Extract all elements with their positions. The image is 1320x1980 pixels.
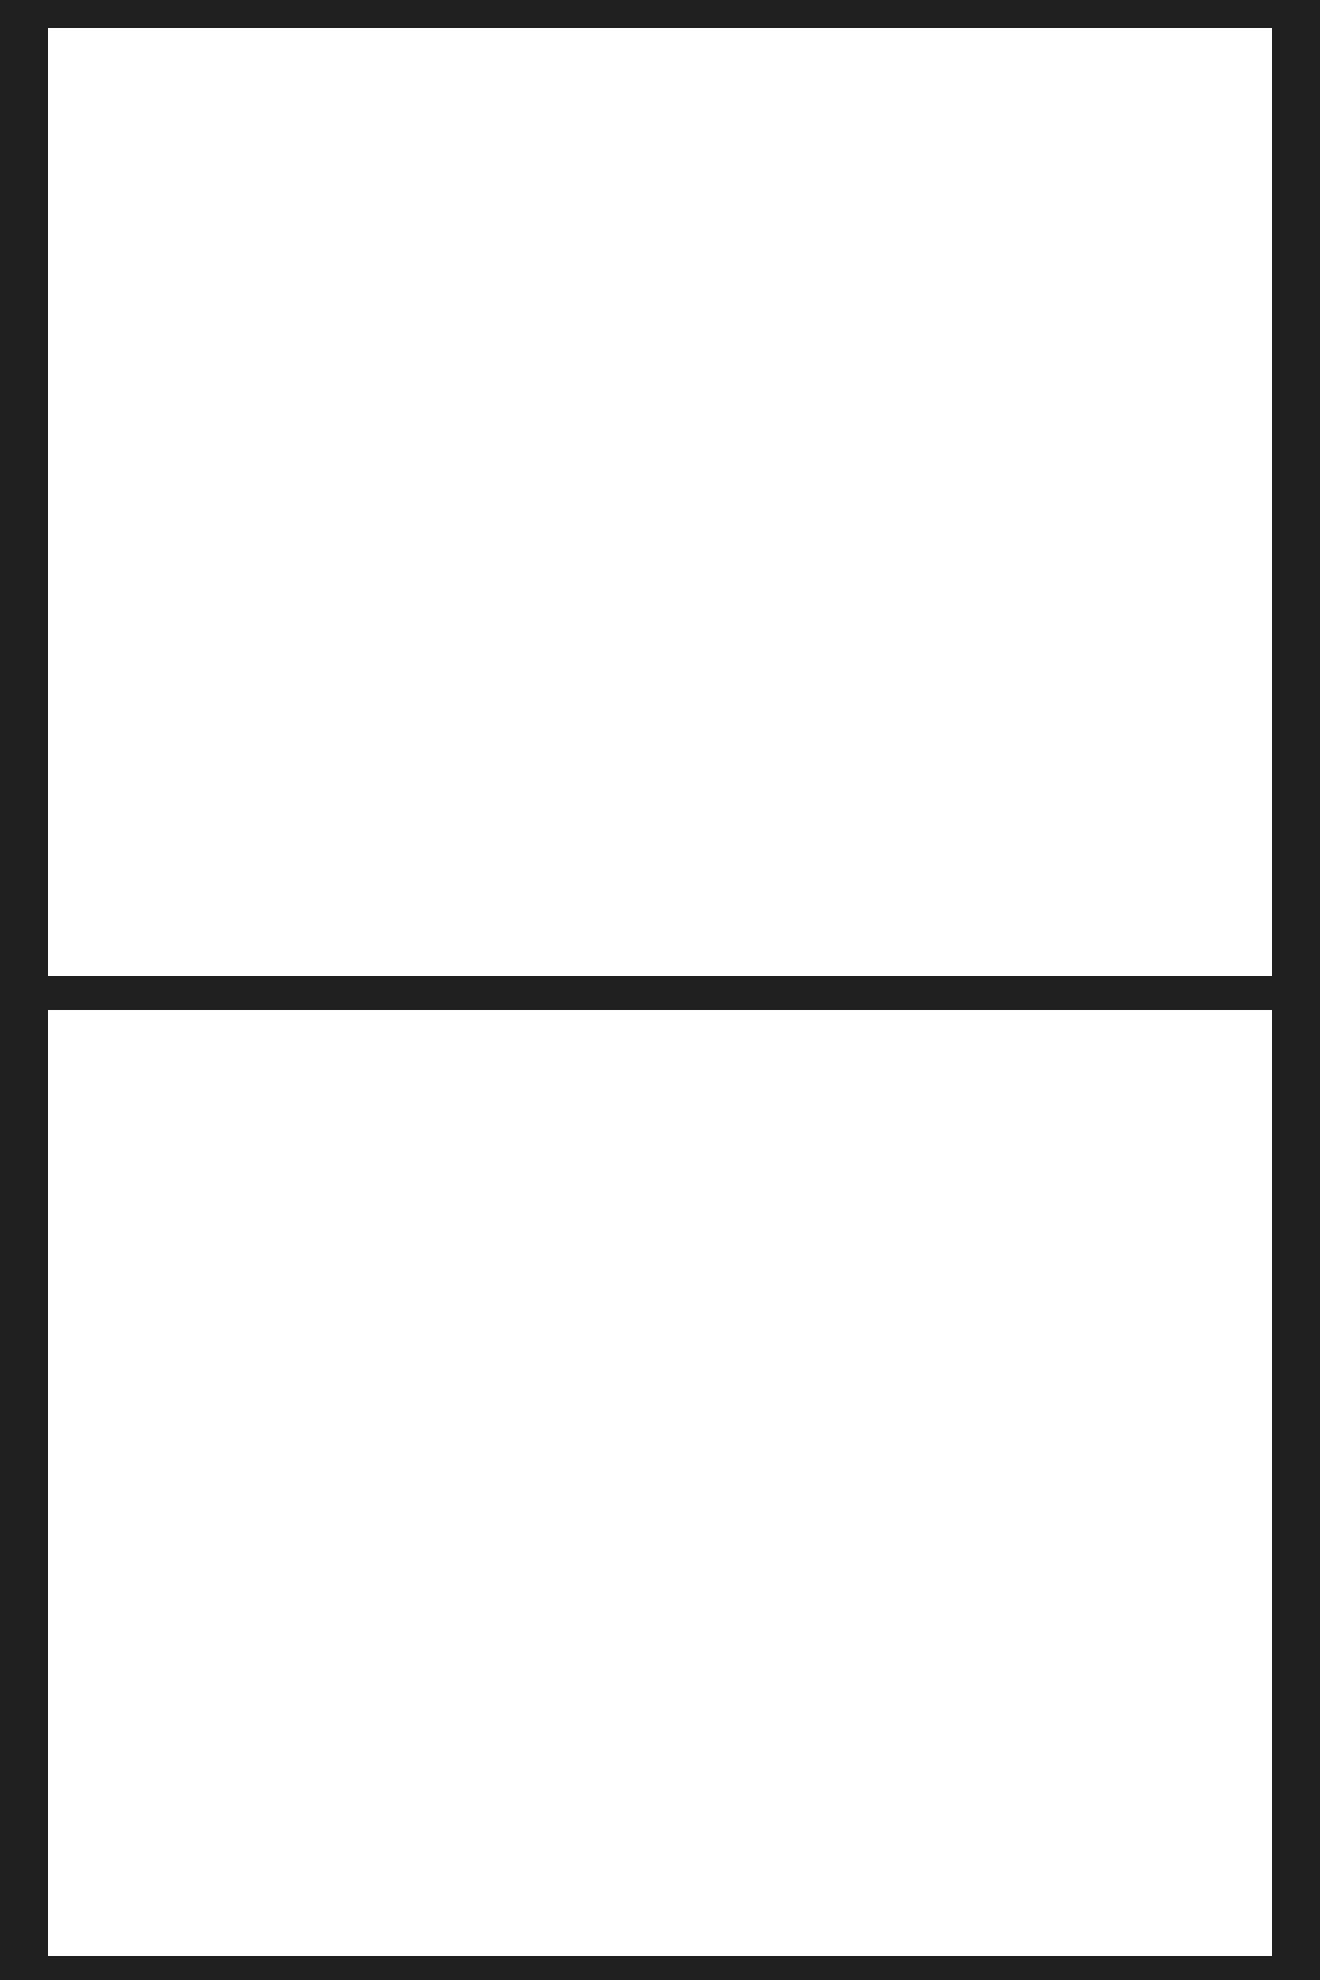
planner-sheet-top: [48, 28, 1272, 976]
planner-sheet-bottom: [48, 1010, 1272, 1956]
